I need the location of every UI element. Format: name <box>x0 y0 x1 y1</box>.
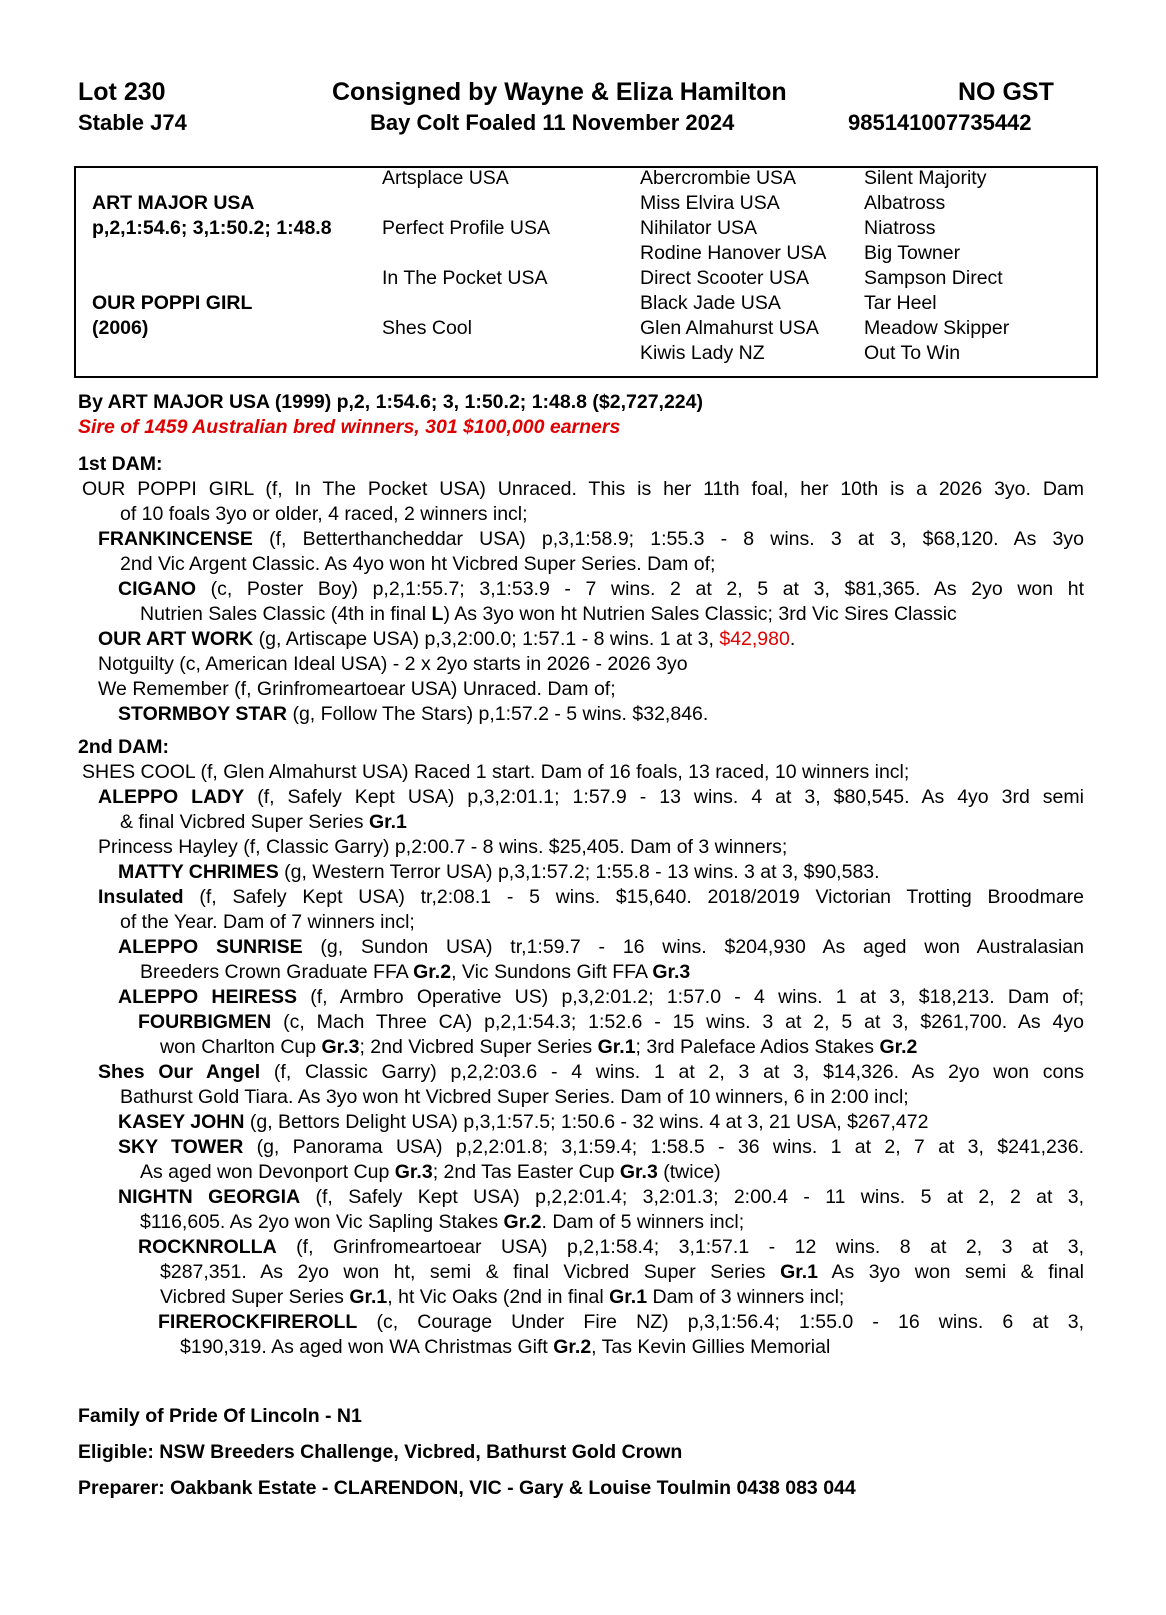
pedigree-gen4: Meadow Skipper <box>864 317 1010 339</box>
progeny-entry: ALEPPO HEIRESS (f, Armbro Operative US) p,3,2:01.2; 1:57.0 - 4 wins. 1 at 3, $18,213. Dam of; <box>118 986 1084 1008</box>
progeny-detail: won Charlton Cup Gr.3; 2nd Vicbred Super Series Gr.1; 3rd Paleface Adios Stakes Gr.2 <box>160 1036 918 1058</box>
progeny-entry: ALEPPO LADY (f, Safely Kept USA) p,3,2:01.1; 1:57.9 - 13 wins. 4 at 3, $80,545. As 4yo 3rd semi <box>98 786 1084 808</box>
family-line: Family of Pride Of Lincoln - N1 <box>78 1405 362 1427</box>
pedigree-gen4: Tar Heel <box>864 292 937 314</box>
second-dam-intro: SHES COOL (f, Glen Almahurst USA) Raced 1 start. Dam of 16 foals, 13 raced, 10 winners incl; <box>82 761 910 783</box>
pedigree-dam: OUR POPPI GIRL <box>92 292 253 314</box>
pedigree-dam-year: (2006) <box>92 317 149 339</box>
first-dam-heading: 1st DAM: <box>78 453 163 475</box>
progeny-entry: SKY TOWER (g, Panorama USA) p,2,2:01.8; 3,1:59.4; 1:58.5 - 36 wins. 1 at 2, 7 at 3, $241,236. <box>118 1136 1084 1158</box>
progeny-entry: Shes Our Angel (f, Classic Garry) p,2,2:03.6 - 4 wins. 1 at 2, 3 at 3, $14,326. As 2yo won cons <box>98 1061 1084 1083</box>
progeny-name: NIGHTN GEORGIA <box>118 1186 301 1208</box>
progeny-detail: Nutrien Sales Classic (4th in final L) As 3yo won ht Nutrien Sales Classic; 3rd Vic Sires Classic <box>140 603 957 625</box>
progeny-entry: FIREROCKFIREROLL (c, Courage Under Fire NZ) p,3,1:56.4; 1:55.0 - 16 wins. 6 at 3, <box>158 1311 1084 1333</box>
stable: Stable J74 <box>78 110 187 135</box>
progeny-name: KASEY JOHN <box>118 1111 245 1133</box>
progeny-detail: Vicbred Super Series Gr.1, ht Vic Oaks (2nd in final Gr.1 Dam of 3 winners incl; <box>160 1286 845 1308</box>
progeny-name: FOURBIGMEN <box>138 1011 272 1033</box>
pedigree-gen4: Big Towner <box>864 242 961 264</box>
pedigree-gen4: Albatross <box>864 192 946 214</box>
progeny-entry: Notguilty (c, American Ideal USA) - 2 x 2yo starts in 2026 - 2026 3yo <box>98 653 688 675</box>
gst-status: NO GST <box>958 78 1054 106</box>
pedigree-table <box>74 166 1098 378</box>
progeny-entry: NIGHTN GEORGIA (f, Safely Kept USA) p,2,2:01.4; 3,2:01.3; 2:00.4 - 11 wins. 5 at 2, 2 at 3, <box>118 1186 1084 1208</box>
progeny-entry: KASEY JOHN (g, Bettors Delight USA) p,3,1:57.5; 1:50.6 - 32 wins. 4 at 3, 21 USA, $267,472 <box>118 1111 929 1133</box>
consignor: Consigned by Wayne & Eliza Hamilton <box>332 78 787 106</box>
progeny-entry: FOURBIGMEN (c, Mach Three CA) p,2,1:54.3; 1:52.6 - 15 wins. 3 at 2, 5 at 3, $261,700. As 4yo <box>138 1011 1084 1033</box>
progeny-detail: 2nd Vic Argent Classic. As 4yo won ht Vicbred Super Series. Dam of; <box>120 553 716 575</box>
pedigree-gen3: Miss Elvira USA <box>640 192 780 214</box>
progeny-name: FRANKINCENSE <box>98 528 253 550</box>
pedigree-gen3: Glen Almahurst USA <box>640 317 819 339</box>
progeny-entry: Princess Hayley (f, Classic Garry) p,2:00.7 - 8 wins. $25,405. Dam of 3 winners; <box>98 836 788 858</box>
pedigree-gen3: Kiwis Lady NZ <box>640 342 765 364</box>
first-dam-intro-cont: of 10 foals 3yo or older, 4 raced, 2 winners incl; <box>120 503 528 525</box>
pedigree-gen4: Niatross <box>864 217 936 239</box>
pedigree-gen2: Perfect Profile USA <box>382 217 550 239</box>
pedigree-gen3: Direct Scooter USA <box>640 267 810 289</box>
progeny-entry: OUR ART WORK (g, Artiscape USA) p,3,2:00.0; 1:57.1 - 8 wins. 1 at 3, $42,980. <box>98 628 796 650</box>
microchip-number: 985141007735442 <box>848 110 1032 135</box>
preparer-line: Preparer: Oakbank Estate - CLARENDON, VIC - Gary & Louise Toulmin 0438 083 044 <box>78 1477 856 1499</box>
progeny-detail: $116,605. As 2yo won Vic Sapling Stakes Gr.2. Dam of 5 winners incl; <box>140 1211 745 1233</box>
progeny-name: ALEPPO LADY <box>98 786 245 808</box>
progeny-entry: Insulated (f, Safely Kept USA) tr,2:08.1 - 5 wins. $15,640. 2018/2019 Victorian Trotting Broodmare <box>98 886 1084 908</box>
pedigree-gen2: Artsplace USA <box>382 167 509 189</box>
pedigree-sire-record: p,2,1:54.6; 3,1:50.2; 1:48.8 <box>92 217 332 239</box>
progeny-entry: We Remember (f, Grinfromeartoear USA) Unraced. Dam of; <box>98 678 616 700</box>
pedigree-sire: ART MAJOR USA <box>92 192 255 214</box>
progeny-name: ALEPPO SUNRISE <box>118 936 303 958</box>
progeny-name: MATTY CHRIMES <box>118 861 279 883</box>
second-dam-heading: 2nd DAM: <box>78 736 169 758</box>
progeny-name: ALEPPO HEIRESS <box>118 986 298 1008</box>
progeny-detail: of the Year. Dam of 7 winners incl; <box>120 911 415 933</box>
progeny-entry: FRANKINCENSE (f, Betterthancheddar USA) p,3,1:58.9; 1:55.3 - 8 wins. 3 at 3, $68,120. As 3yo <box>98 528 1084 550</box>
progeny-name: ROCKNROLLA <box>138 1236 277 1258</box>
progeny-detail: Bathurst Gold Tiara. As 3yo won ht Vicbred Super Series. Dam of 10 winners, 6 in 2:00 incl; <box>120 1086 909 1108</box>
progeny-detail: $287,351. As 2yo won ht, semi & final Vicbred Super Series Gr.1 As 3yo won semi & final <box>160 1261 1084 1283</box>
pedigree-gen4: Silent Majority <box>864 167 987 189</box>
progeny-name: CIGANO <box>118 578 196 600</box>
progeny-detail: & final Vicbred Super Series Gr.1 <box>120 811 407 833</box>
eligibility-line: Eligible: NSW Breeders Challenge, Vicbred, Bathurst Gold Crown <box>78 1441 683 1463</box>
progeny-name: STORMBOY STAR <box>118 703 288 725</box>
pedigree-gen3: Black Jade USA <box>640 292 781 314</box>
progeny-detail: As aged won Devonport Cup Gr.3; 2nd Tas Easter Cup Gr.3 (twice) <box>140 1161 721 1183</box>
pedigree-gen4: Sampson Direct <box>864 267 1003 289</box>
progeny-entry: ROCKNROLLA (f, Grinfromeartoear USA) p,2,1:58.4; 3,1:57.1 - 12 wins. 8 at 2, 3 at 3, <box>138 1236 1084 1258</box>
progeny-entry: STORMBOY STAR (g, Follow The Stars) p,1:57.2 - 5 wins. $32,846. <box>118 703 709 725</box>
pedigree-gen3: Abercrombie USA <box>640 167 797 189</box>
progeny-name: Insulated <box>98 886 184 908</box>
progeny-entry: MATTY CHRIMES (g, Western Terror USA) p,3,1:57.2; 1:55.8 - 13 wins. 3 at 3, $90,583. <box>118 861 880 883</box>
progeny-entry: CIGANO (c, Poster Boy) p,2,1:55.7; 3,1:53.9 - 7 wins. 2 at 2, 5 at 3, $81,365. As 2yo won ht <box>118 578 1084 600</box>
sire-summary: By ART MAJOR USA (1999) p,2, 1:54.6; 3, 1:50.2; 1:48.8 ($2,727,224) <box>78 391 703 413</box>
progeny-detail: Breeders Crown Graduate FFA Gr.2, Vic Sundons Gift FFA Gr.3 <box>140 961 691 983</box>
pedigree-gen3: Nihilator USA <box>640 217 758 239</box>
first-dam-intro: OUR POPPI GIRL (f, In The Pocket USA) Unraced. This is her 11th foal, her 10th is a 2026 3yo. Dam <box>82 478 1084 500</box>
progeny-entry: ALEPPO SUNRISE (g, Sundon USA) tr,1:59.7 - 16 wins. $204,930 As aged won Australasian <box>118 936 1084 958</box>
pedigree-gen2: In The Pocket USA <box>382 267 548 289</box>
pedigree-gen3: Rodine Hanover USA <box>640 242 827 264</box>
lot-number: Lot 230 <box>78 78 166 106</box>
progeny-detail: $190,319. As aged won WA Christmas Gift Gr.2, Tas Kevin Gillies Memorial <box>180 1336 831 1358</box>
pedigree-gen2: Shes Cool <box>382 317 472 339</box>
progeny-name: Shes Our Angel <box>98 1061 261 1083</box>
horse-description: Bay Colt Foaled 11 November 2024 <box>370 110 735 135</box>
progeny-name: OUR ART WORK <box>98 628 254 650</box>
highlighted-earnings: $42,980 <box>719 628 790 650</box>
sire-stats: Sire of 1459 Australian bred winners, 301 $100,000 earners <box>78 416 621 438</box>
progeny-name: FIREROCKFIREROLL <box>158 1311 358 1333</box>
pedigree-gen4: Out To Win <box>864 342 961 364</box>
progeny-name: SKY TOWER <box>118 1136 244 1158</box>
